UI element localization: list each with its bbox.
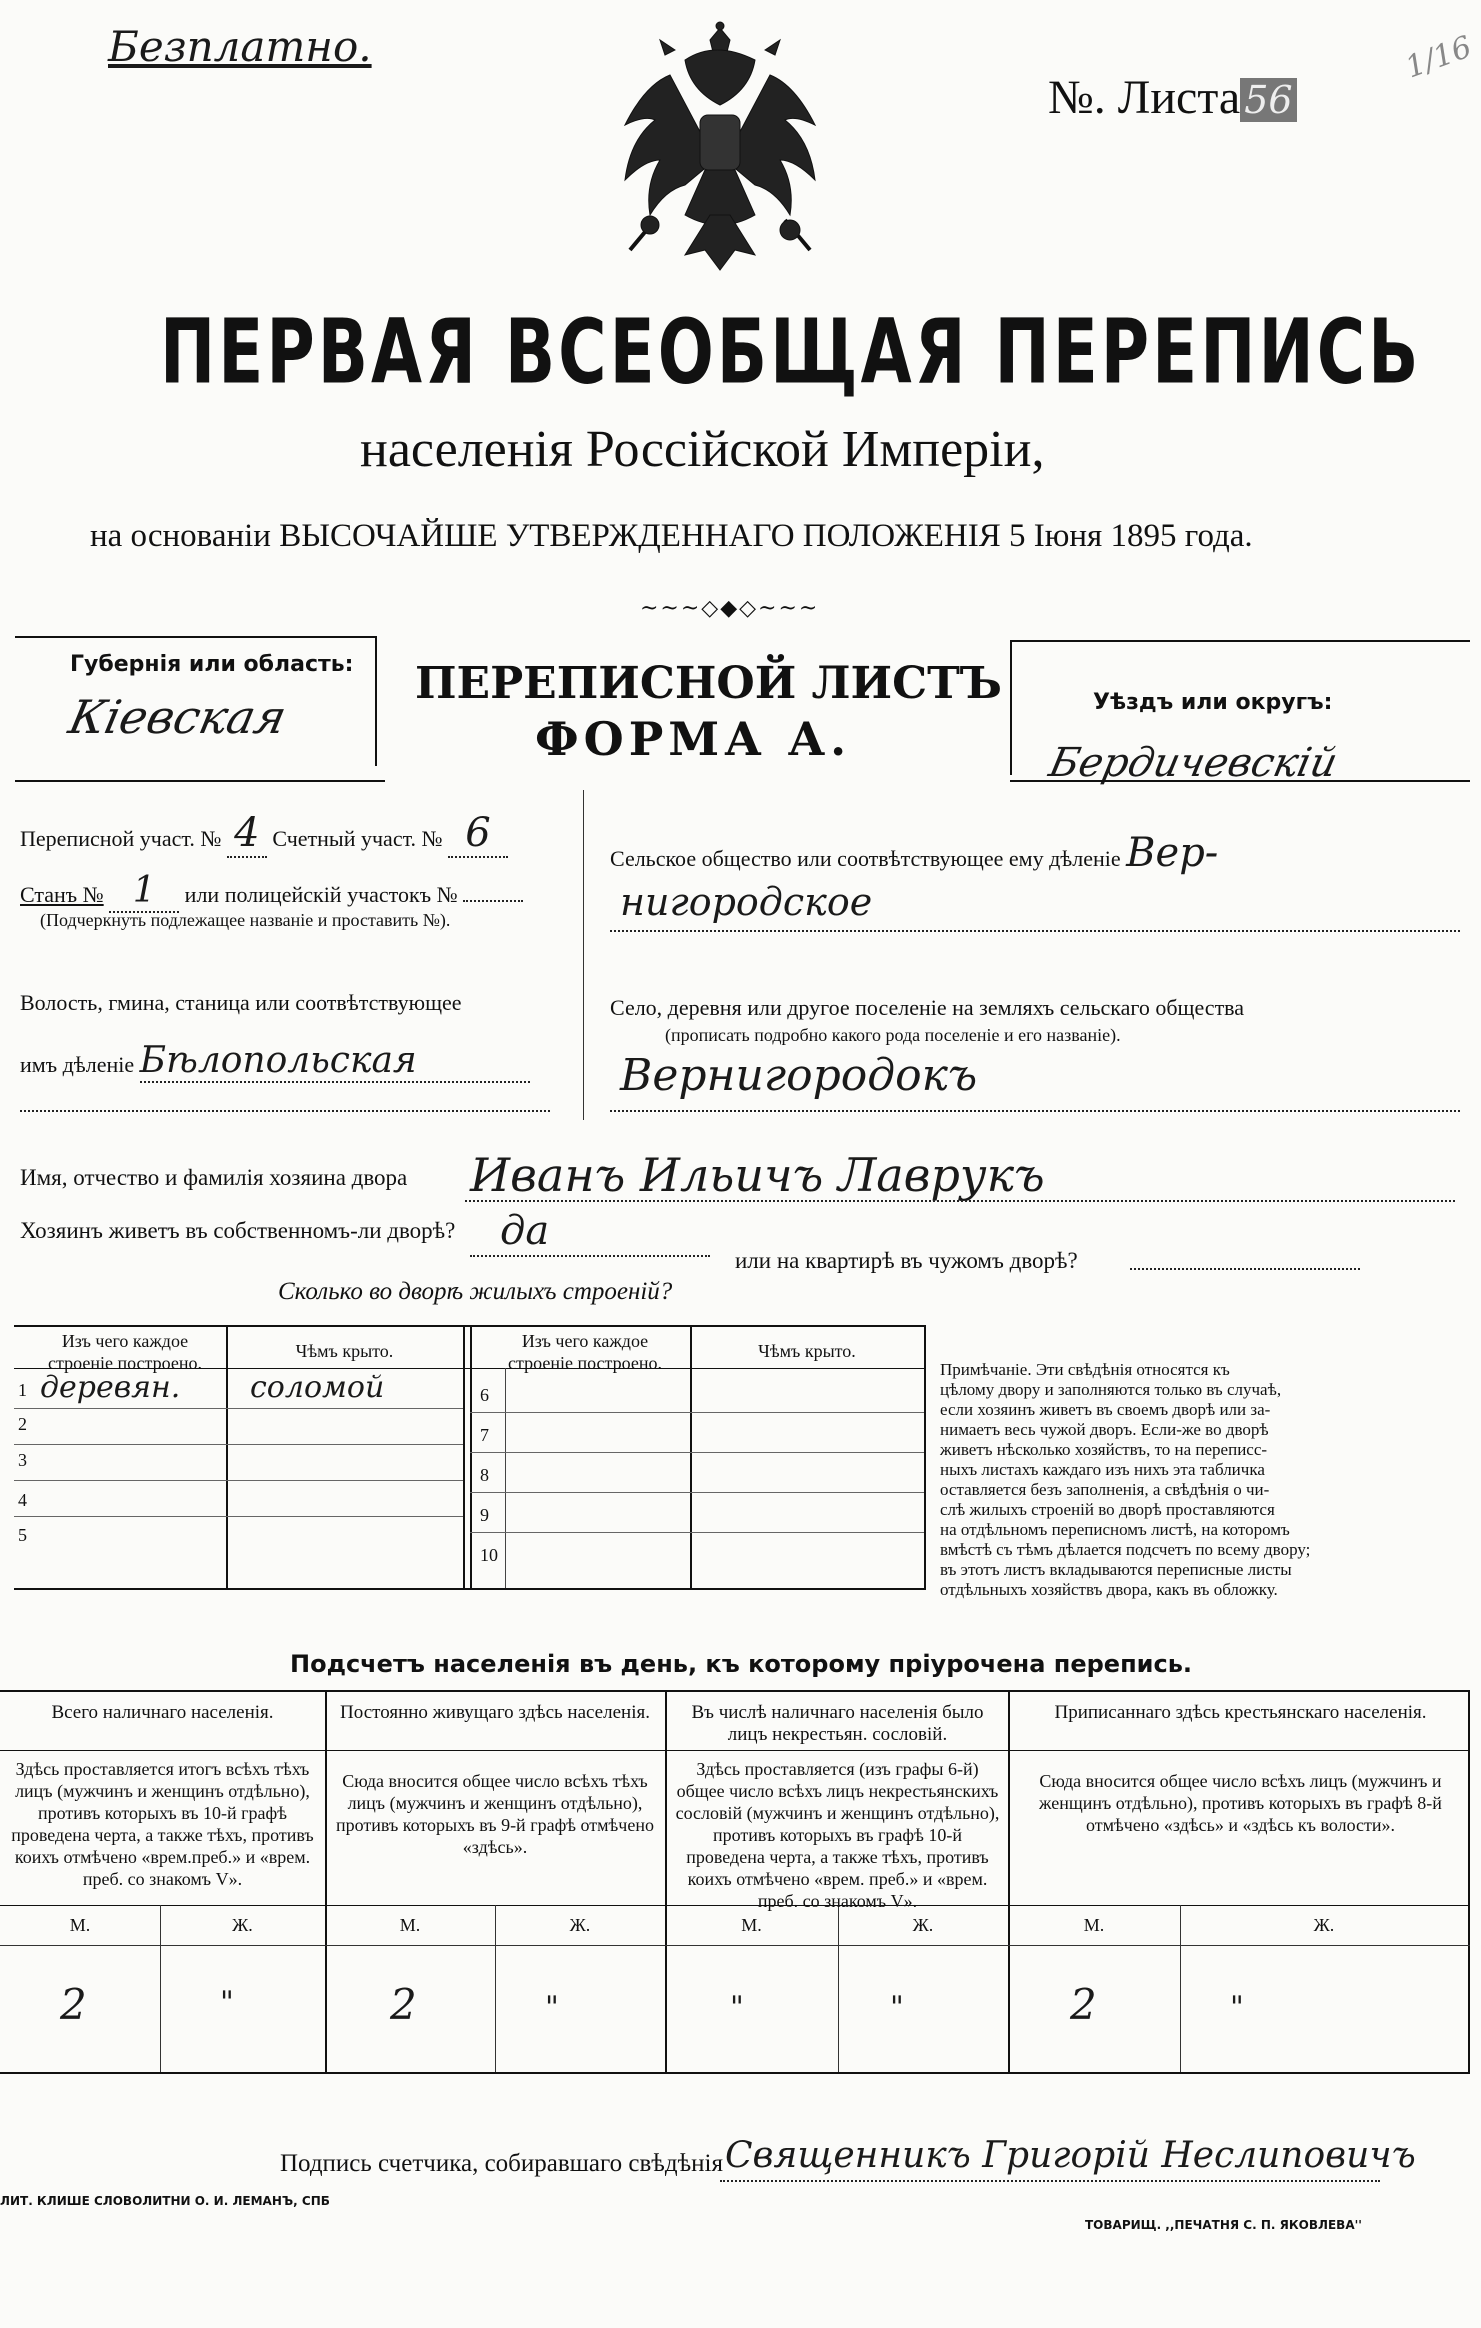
stan-note: (Подчеркнуть подлежащее названіе и проставить №). (40, 910, 451, 930)
count-f-value: " (220, 1985, 234, 2020)
counting-section-value: 6 (448, 810, 508, 858)
page-title: ПЕРВАЯ ВСЕОБЩАЯ ПЕРЕПИСЬ (160, 300, 1422, 404)
district-label: Уѣздъ или округъ: (1093, 690, 1333, 715)
own-yard-label: Хозяинъ живетъ въ собственномъ-ли дворѣ? (20, 1218, 456, 1243)
volost-value: Бѣлопольская (140, 1040, 530, 1083)
note-line: если хозяинъ живетъ въ своемъ дворѣ или за- (940, 1400, 1271, 1419)
owner-name-line (465, 1200, 1455, 1202)
buildings-row-roof: соломой (250, 1370, 385, 1405)
other-yard-label: или на квартирѣ въ чужомъ дворѣ? (735, 1248, 1078, 1273)
owner-row (20, 1165, 407, 1191)
count-m-label: М. (1083, 1915, 1105, 1935)
census-section-label: Переписной участ. № (20, 826, 222, 851)
count-col-header: Постоянно живущаго здѣсь населенія. (340, 1702, 650, 1723)
basis-line: на основаніи ВЫСОЧАЙШЕ УТВЕРЖДЕННАГО ПОЛОЖЕНІЯ 5 Іюня 1895 года. (90, 518, 1253, 554)
province-value: Кіевская (64, 690, 292, 744)
buildings-row-num: 2 (18, 1414, 27, 1434)
buildings-col-sep-1 (226, 1325, 228, 1588)
buildings-col-sep-2 (690, 1325, 692, 1588)
buildings-row-sep (14, 1480, 463, 1481)
count-col-desc: Сюда вносится общее число всѣхъ тѣхъ лицъ (мужчинъ и женщинъ отдѣльно), противъ которыхъ въ 9-й графѣ отмѣчено «здѣсь». (336, 1771, 654, 1857)
form-title-line1: ПЕРЕПИСНОЙ ЛИСТЪ (415, 658, 1002, 709)
police-value-line (463, 900, 523, 902)
form-top-rule-right (1010, 780, 1470, 782)
signature-line (720, 2180, 1380, 2182)
own-yard-value: да (500, 1208, 550, 1254)
owner-name-label: Имя, отчество и фамилія хозяина двора (20, 1165, 408, 1190)
buildings-row-num: 10 (480, 1545, 498, 1565)
form-top-rule (15, 780, 385, 782)
volost-label-2: имъ дѣленіе (20, 1052, 135, 1077)
count-title: Подсчетъ населенія въ день, къ которому пріурочена перепись. (290, 1650, 1192, 1678)
count-col-sep-1 (325, 1690, 327, 2072)
village-value: Вернигородокъ (620, 1050, 978, 1101)
note-line: въ этотъ листъ вкладываются переписные листы (940, 1560, 1292, 1579)
buildings-row-sep (14, 1444, 463, 1445)
note-line: оставляется безъ заполненія, а свѣдѣнія о чи- (940, 1480, 1270, 1499)
free-label: Безплатно. (108, 22, 372, 71)
form-title-line2: ФОРМА А. (535, 712, 852, 766)
signature-label: Подпись счетчика, собиравшаго свѣдѣнія (280, 2150, 723, 2177)
census-section-value: 4 (227, 810, 267, 858)
village-note: (прописать подробно какого рода поселеніе и его названіе). (665, 1025, 1121, 1045)
own-yard-line (470, 1255, 710, 1257)
census-section-row (20, 810, 508, 858)
province-bracket-right (375, 636, 377, 766)
sheet-number-label (1048, 70, 1297, 125)
count-col-desc: Здѣсь проставляется (изъ графы 6-й) общее число всѣхъ лицъ некрестьянскихъ сословій (мужчинъ и женщинъ отдѣльно), противъ которыхъ въ графѣ 10-й проведена черта, а также тѣхъ, противъ коихъ отмѣчено «врем. преб.» и «врем. преб. со знакомъ V». (675, 1759, 1000, 1911)
page-subtitle: населенія Россійской Имперіи, (360, 421, 1045, 478)
corner-mark: 1/16 (1401, 29, 1477, 86)
buildings-row-num: 4 (18, 1490, 27, 1510)
buildings-row-sep (470, 1452, 924, 1453)
count-f-value: " (1230, 1990, 1244, 2025)
buildings-row-num: 1 (18, 1380, 27, 1400)
count-m-label: М. (741, 1915, 762, 1935)
printer-left: ЛИТ. КЛИШЕ СЛОВОЛИТНИ О. И. ЛЕМАНЪ, СПБ (0, 2194, 330, 2208)
district-value: Бердичевскій (1045, 740, 1342, 786)
buildings-left-roof-header: Чѣмъ крыто. (295, 1341, 394, 1361)
count-m-label: М. (399, 1915, 421, 1935)
count-m-value: 2 (60, 1980, 87, 2029)
count-col-header: Приписаннаго здѣсь крестьянскаго населенія. (1054, 1702, 1427, 1723)
count-mf-sep (0, 1945, 1470, 1946)
count-f-label: Ж. (569, 1915, 591, 1935)
count-col-header: Всего наличнаго населенія. (51, 1702, 274, 1723)
count-f-label: Ж. (1313, 1915, 1335, 1935)
district-bracket-top (1010, 640, 1470, 642)
ornament: ~~~◇◆◇~~~ (640, 596, 820, 621)
province-label: Губернія или область: (70, 652, 354, 677)
stan-label: Станъ № (20, 882, 104, 907)
buildings-row-sep (14, 1408, 463, 1409)
note-block (940, 1360, 1310, 1600)
society-value-1: Вер- (1126, 830, 1219, 876)
stan-row (20, 870, 523, 913)
double-headed-eagle-emblem (615, 20, 825, 285)
note-line: цѣлому двору и заполняются только въ случаѣ, (940, 1380, 1282, 1399)
buildings-row-num: 6 (480, 1385, 489, 1405)
count-f-value: " (545, 1990, 559, 2025)
buildings-row-num: 7 (480, 1425, 489, 1445)
buildings-question: Сколько во дворѣ жилыхъ строеній? (278, 1278, 673, 1305)
note-line: Примѣчаніе. Эти свѣдѣнія относятся къ (940, 1360, 1230, 1379)
signature-value: Священникъ Григорій Неслиповичъ (725, 2135, 1416, 2176)
buildings-row-num-sep (505, 1368, 506, 1588)
volost-extra-line (20, 1110, 550, 1112)
field-column-divider (583, 790, 584, 1120)
buildings-row-num: 8 (480, 1465, 489, 1485)
note-line: нимаетъ весь чужой дворъ. Если-же во дворѣ (940, 1420, 1269, 1439)
count-m-value: 2 (1070, 1980, 1097, 2029)
sheet-number-label-text: №. Листа (1048, 71, 1241, 124)
society-value-2: нигородское (620, 880, 873, 924)
printer-right: ТОВАРИЩ. ,,ПЕЧАТНЯ С. П. ЯКОВЛЕВА'' (1085, 2218, 1362, 2232)
province-bracket-top (15, 636, 375, 638)
note-line: отдѣльныхъ хозяйствъ двора, какъ въ обложку. (940, 1580, 1278, 1599)
count-col-sep-2 (665, 1690, 667, 2072)
counting-section-label: Счетный участ. № (272, 826, 443, 851)
note-line: на отдѣльномъ переписномъ листѣ, на которомъ (940, 1520, 1290, 1539)
owner-name-value: Иванъ Ильичъ Лаврукъ (470, 1148, 1045, 1202)
count-m-value: " (730, 1990, 744, 2025)
buildings-row-sep (470, 1492, 924, 1493)
district-bracket-left (1010, 640, 1012, 775)
note-line: вмѣстѣ съ тѣмъ дѣлается подсчетъ по всему двору; (940, 1540, 1311, 1559)
count-m-value: 2 (390, 1980, 417, 2029)
buildings-row-sep (14, 1516, 463, 1517)
buildings-right-built-header: Изъ чего каждое строеніе построено. (508, 1331, 662, 1373)
buildings-bottom-line (14, 1588, 924, 1590)
note-line: живетъ нѣсколько хозяйствъ, то на переписс- (940, 1440, 1268, 1459)
other-yard-line (1130, 1268, 1360, 1270)
buildings-mid-sep-b (470, 1325, 472, 1588)
buildings-row-built: деревян. (40, 1370, 181, 1405)
volost-label-1: Волость, гмина, станица или соотвѣтствующее (20, 990, 462, 1015)
village-line (610, 1110, 1460, 1112)
buildings-row-num: 3 (18, 1450, 27, 1470)
buildings-left-built-header: Изъ чего каждое строеніе построено. (48, 1331, 202, 1373)
count-col-desc: Сюда вносится общее число всѣхъ лицъ (мужчинъ и женщинъ отдѣльно), противъ которыхъ въ графѣ 8-й отмѣчено «здѣсь» и «здѣсь къ волости». (1039, 1771, 1442, 1835)
count-col-sep-3 (1008, 1690, 1010, 2072)
village-label: Село, деревня или другое поселеніе на земляхъ сельскаго общества (610, 995, 1245, 1020)
count-col-desc: Здѣсь проставляется итогъ всѣхъ тѣхъ лицъ (мужчинъ и женщинъ отдѣльно), противъ которыхъ въ 10-й графѣ проведена черта, а также тѣхъ, противъ коихъ отмѣчено «врем.преб.» и «врем. преб. со знакомъ V». (11, 1759, 314, 1889)
buildings-row-sep (470, 1412, 924, 1413)
count-f-label: Ж. (232, 1915, 253, 1935)
stan-value: 1 (109, 870, 179, 913)
buildings-row-sep (470, 1532, 924, 1533)
count-header-sep (0, 1750, 1470, 1751)
note-line: ныхъ листахъ каждаго изъ нихъ эта табличка (940, 1460, 1265, 1479)
society-row (610, 830, 1218, 876)
buildings-row-num: 9 (480, 1505, 489, 1525)
buildings-right-roof-header: Чѣмъ крыто. (758, 1341, 856, 1361)
police-label: или полицейскій участокъ № (184, 882, 458, 907)
society-label: Сельское общество или соотвѣтствующее ему дѣленіе (610, 846, 1121, 871)
buildings-mid-sep-a (463, 1325, 465, 1588)
sheet-number-value: 56 (1240, 78, 1296, 122)
volost-row (20, 1040, 530, 1083)
count-f-value: " (890, 1990, 904, 2025)
society-line (610, 930, 1460, 932)
count-m-label: М. (69, 1915, 91, 1935)
note-line: слѣ жилыхъ строеній во дворѣ проставляются (940, 1500, 1275, 1519)
count-col-header: Въ числѣ наличнаго населенія было лицъ некрестьян. сословій. (691, 1702, 984, 1745)
buildings-row-num: 5 (18, 1525, 27, 1545)
count-f-label: Ж. (912, 1915, 934, 1935)
